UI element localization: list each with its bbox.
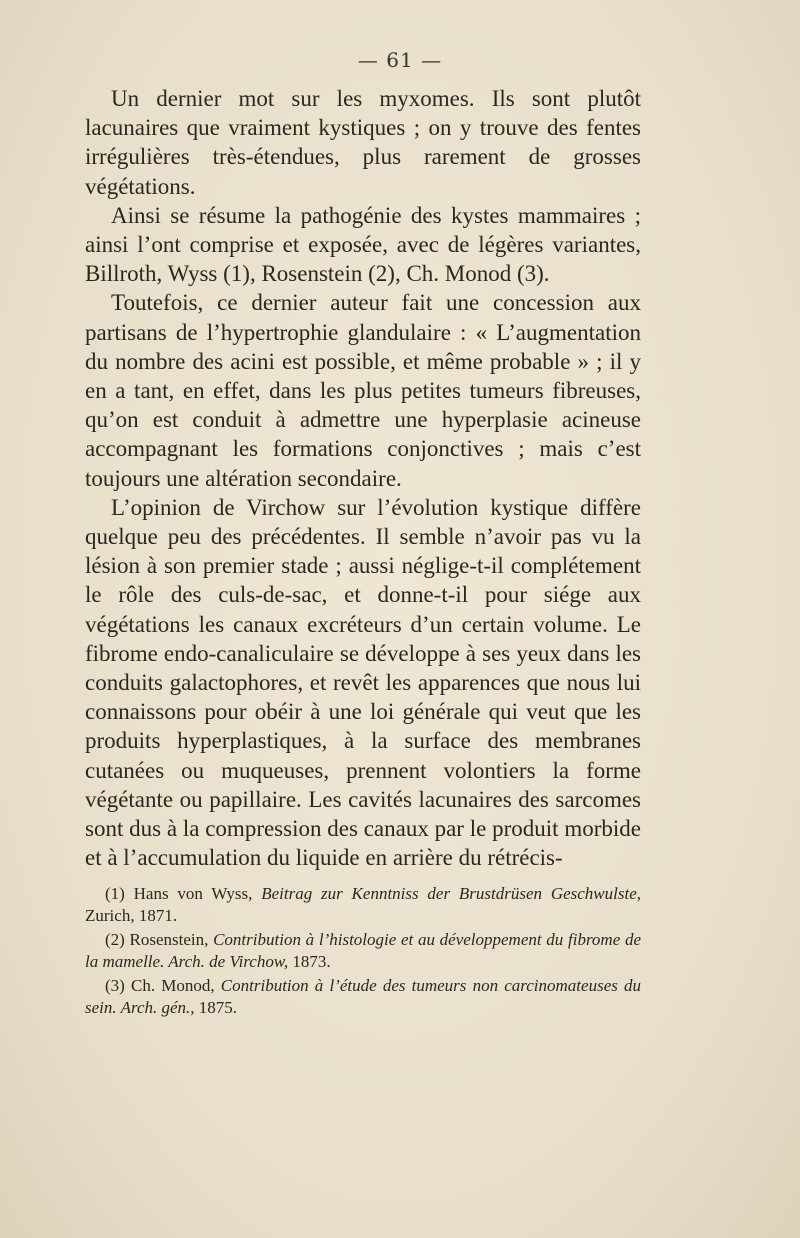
footnote-details: Zurich, 1871.: [85, 905, 178, 925]
paragraph-monod-concession: Toutefois, ce dernier auteur fait une concession aux partisans de l’hypertrophie glandulaire : « L’augmentation du nombre des acini est possible, et même probable » ; il y en a tant, en effet, dans les plus petites tumeurs fibreuses, qu’on est conduit à admettre une hyperplasie acineuse accompagnant les formations conjonctives ; mais c’est toujours une altération secondaire.: [85, 290, 641, 491]
footnote-2: [85, 929, 641, 972]
footnote-3: [85, 975, 641, 1018]
footnote-author: Hans von Wyss,: [133, 884, 253, 903]
footnote-details: 1875.: [198, 997, 238, 1017]
footnote-marker: (1): [105, 884, 125, 903]
paragraph-virchow: L’opinion de Virchow sur l’évolution kystique diffère quelque peu des précédentes. Il semble n’avoir pas vu la lésion à son premier stade ; aussi néglige-t-il complétement le rôle des culs-de-sac, et donne-t-il pour siége aux végétations les canaux excréteurs d’un certain volume. Le fibrome endo-canaliculaire se développe à ses yeux dans les conduits galactophores, et revêt les apparences que nous lui connaissons pour obéir à une loi générale qui veut que les produits hyperplastiques, à la surface des membranes cutanées ou muqueuses, prennent volontiers la forme végétante ou papillaire. Les cavités lacunaires des sarcomes sont dus à la compression des canaux par le produit morbide et à l’accumulation du liquide en arrière du rétrécis-: [85, 494, 641, 871]
paragraph-myxomes: Un dernier mot sur les myxomes. Ils sont plutôt lacunaires que vraiment kystiques ; on y trouve des fentes irrégulières très-étendues, plus rarement de grosses végétations.: [85, 86, 641, 199]
footnotes: [85, 883, 641, 1021]
footnote-author: Ch. Monod,: [131, 976, 215, 995]
footnote-marker: (2): [105, 930, 125, 949]
footnote-title: Contribution à l’étude des tumeurs non carcinomateuses du sein. Arch. gén.,: [85, 976, 642, 1017]
footnote-author: Rosenstein,: [129, 930, 209, 949]
body-text: [85, 84, 641, 872]
footnote-details: 1873.: [292, 951, 331, 971]
footnote-title: Beitrag zur Kenntniss der Brustdrüsen Geschwulste,: [261, 884, 642, 903]
footnote-1: [85, 883, 641, 926]
paragraph-pathogenie: Ainsi se résume la pathogénie des kystes mammaires ; ainsi l’ont comprise et exposée, avec de légères variantes, Billroth, Wyss (1), Rosenstein (2), Ch. Monod (3).: [85, 202, 641, 287]
page-number: — 61 —: [357, 48, 443, 72]
footnote-title: Contribution à l’histologie et au développement du fibrome de la mamelle. Arch. de Virchow,: [85, 930, 641, 971]
footnote-marker: (3): [105, 976, 125, 995]
